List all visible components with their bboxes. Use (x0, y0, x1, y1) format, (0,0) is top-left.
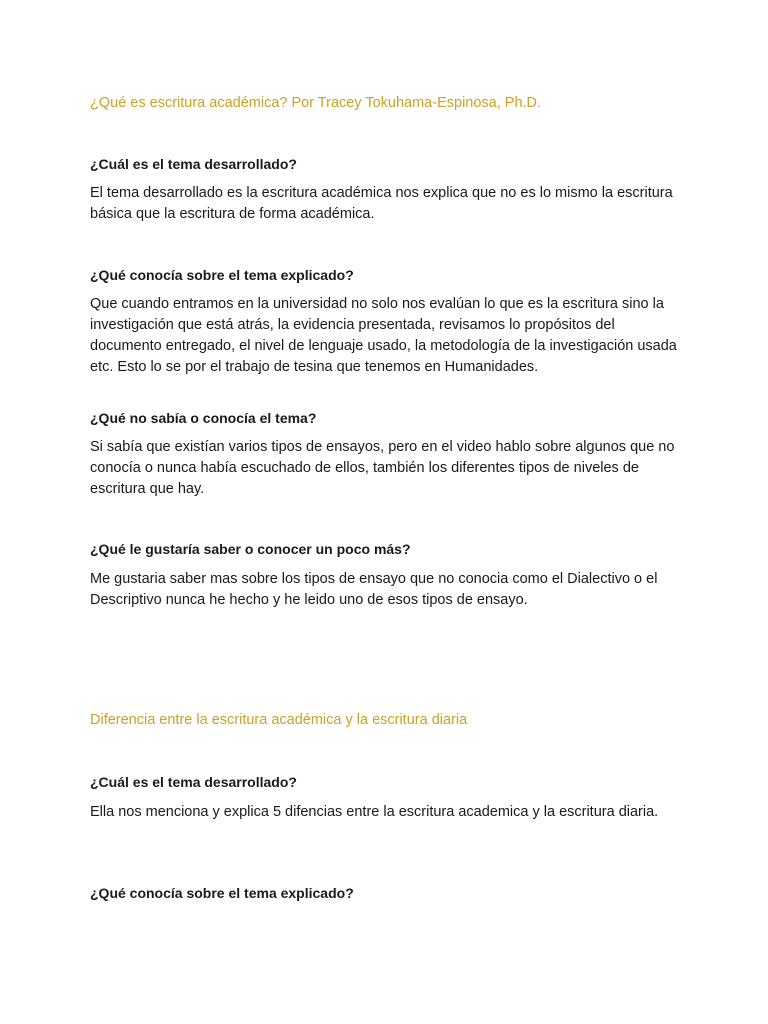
section-1-question-1: ¿Cuál es el tema desarrollado? (90, 156, 297, 172)
section-1-answer-2: Que cuando entramos en la universidad no solo nos evalúan lo que es la escritura sino la investigación que está atrás, la evidencia presentada, revisamos lo propósitos del documento entregado, el nivel de lenguaje usado, la metodología de la investigación usada etc. Esto lo se por el trabajo de tesina que tenemos en Humanidades. (90, 296, 677, 375)
section-1-question-2: ¿Qué conocía sobre el tema explicado? (90, 267, 354, 283)
section-1-question-3: ¿Qué no sabía o conocía el tema? (90, 410, 317, 426)
section-2-answer-1: Ella nos menciona y explica 5 difencias entre la escritura academica y la escritura diaria. (90, 804, 659, 820)
section-1-answer-1: El tema desarrollado es la escritura académica nos explica que no es lo mismo la escritura básica que la escritura de forma académica. (90, 185, 673, 222)
section-2-question-1: ¿Cuál es el tema desarrollado? (90, 774, 297, 790)
section-2-question-2: ¿Qué conocía sobre el tema explicado? (90, 885, 354, 901)
section-1-question-4: ¿Qué le gustaría saber o conocer un poco más? (90, 541, 411, 557)
section-1-title: ¿Qué es escritura académica? Por Tracey Tokuhama-Espinosa, Ph.D. (90, 95, 542, 111)
section-1-answer-3: Si sabía que existían varios tipos de ensayos, pero en el video hablo sobre algunos que no conocía o nunca había escuchado de ellos, también los diferentes tipos de niveles de escritura que hay. (90, 439, 675, 497)
section-2-title: Diferencia entre la escritura académica y la escritura diaria (90, 712, 468, 728)
section-1-answer-4: Me gustaria saber mas sobre los tipos de ensayo que no conocia como el Dialectivo o el Descriptivo nunca he hecho y he leido uno de esos tipos de ensayo. (90, 571, 658, 608)
